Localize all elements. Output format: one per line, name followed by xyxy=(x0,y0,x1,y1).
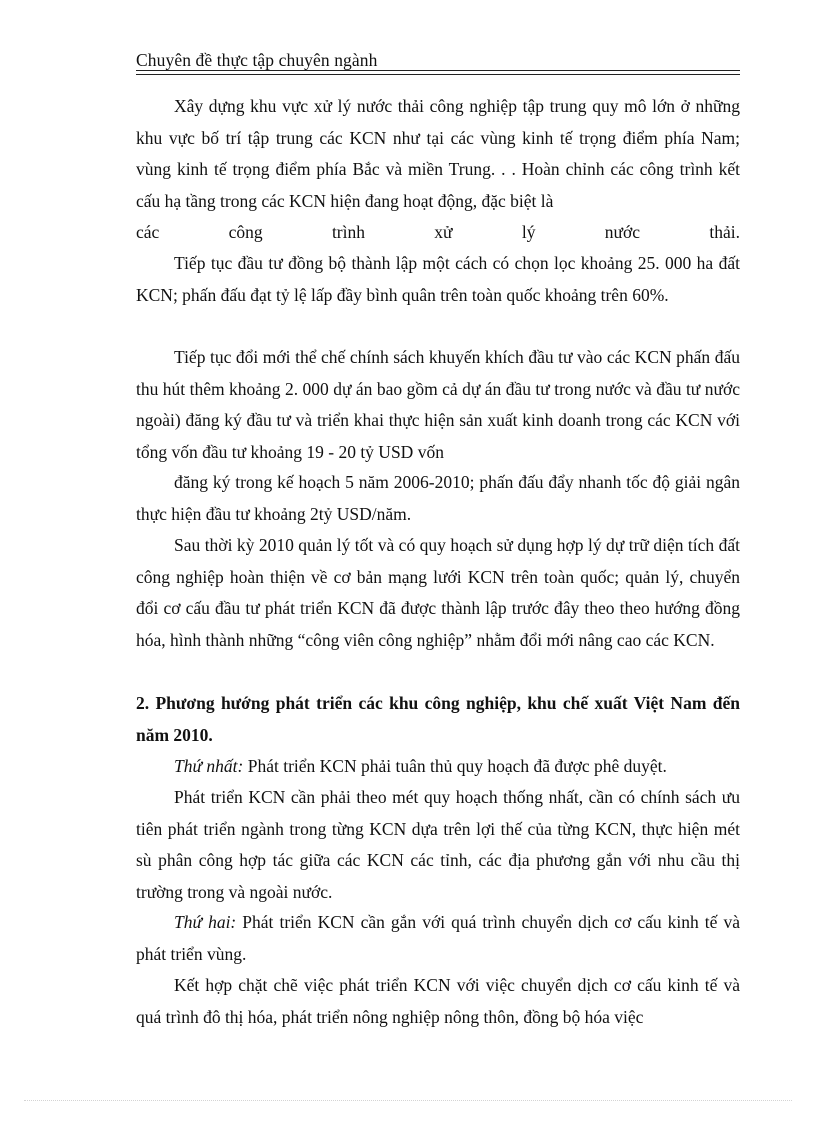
page-header-title: Chuyên đề thực tập chuyên ngành xyxy=(136,50,378,70)
paragraph-second-principle xyxy=(136,907,740,970)
tail-word: nước xyxy=(604,222,641,242)
paragraph-unified-planning: Phát triển KCN cần phải theo mét quy hoạch thống nhất, cần có chính sách ưu tiên phát triển ngành trong từng KCN dựa trên lợi thế của từng KCN, thực hiện mét sù phân công hợp tác giữa các KCN các tỉnh, các địa phương gắn với nhu cầu thị trường trong và ngoài nước. xyxy=(136,787,740,902)
paragraph-first-principle xyxy=(136,751,740,783)
paragraph-policy-reform: Tiếp tục đổi mới thể chế chính sách khuyến khích đầu tư vào các KCN phấn đấu thu hút thêm khoảng 2. 000 dự án bao gồm cả dự án đầu tư trong nước và đầu tư nước ngoài) đăng ký đầu tư và triển khai thực hiện sản xuất kinh doanh trong các KCN với tổng vốn đầu tư khoảng 19 - 20 tỷ USD vốn xyxy=(136,347,740,462)
first-lead: Thứ nhất: xyxy=(174,756,244,776)
paragraph-combine-development: Kết hợp chặt chẽ việc phát triển KCN với việc chuyển dịch cơ cấu kinh tế và quá trình đô thị hóa, phát triển nông nghiệp nông thôn, đồng bộ hóa việc xyxy=(136,975,740,1027)
header-rule-thick xyxy=(136,70,740,71)
tail-word: công xyxy=(228,222,263,242)
tail-word: trình xyxy=(331,222,365,242)
second-text: Phát triển KCN cần gắn với quá trình chuyển dịch cơ cấu kinh tế và phát triển vùng. xyxy=(136,912,740,964)
second-lead: Thứ hai: xyxy=(174,912,237,932)
tail-word: lý xyxy=(521,222,536,242)
first-text: Phát triển KCN phải tuân thủ quy hoạch đã được phê duyệt. xyxy=(243,756,667,776)
header-rule-thin xyxy=(136,74,740,75)
tail-word: xử xyxy=(434,222,453,242)
paragraph-wastewater: Xây dựng khu vực xử lý nước thải công nghiệp tập trung quy mô lớn ở những khu vực bố trí tập trung các KCN như tại các vùng kinh tế trọng điểm phía Nam; vùng kinh tế trọng điểm phía Bắc và miền Trung. . . Hoàn chỉnh các công trình kết cấu hạ tầng trong các KCN hiện đang hoạt động, đặc biệt là xyxy=(136,96,740,211)
tail-word: các xyxy=(136,222,160,242)
section-heading: 2. Phương hướng phát triển các khu công nghiệp, khu chế xuất Việt Nam đến năm 2010. xyxy=(136,693,740,745)
paragraph-policy-reform-cont: đăng ký trong kế hoạch 5 năm 2006-2010; phấn đấu đẩy nhanh tốc độ giải ngân thực hiện đầu tư khoảng 2tỷ USD/năm. xyxy=(136,472,740,524)
paragraph-wastewater-tail xyxy=(136,217,740,249)
page-bottom-rule xyxy=(24,1100,792,1101)
paragraph-land-investment: Tiếp tục đầu tư đồng bộ thành lập một cách có chọn lọc khoảng 25. 000 ha đất KCN; phấn đấu đạt tỷ lệ lấp đầy bình quân trên toàn quốc khoảng trên 60%. xyxy=(136,253,740,305)
tail-word: thải. xyxy=(709,222,740,242)
paragraph-after-2010: Sau thời kỳ 2010 quản lý tốt và có quy hoạch sử dụng hợp lý dự trữ diện tích đất công nghiệp hoàn thiện về cơ bản mạng lưới KCN trên toàn quốc; quản lý, chuyển đổi cơ cấu đầu tư phát triển KCN đã được thành lập trước đây theo theo hướng đồng hóa, hình thành những “công viên công nghiệp” nhằm đổi mới nâng cao các KCN. xyxy=(136,535,740,650)
